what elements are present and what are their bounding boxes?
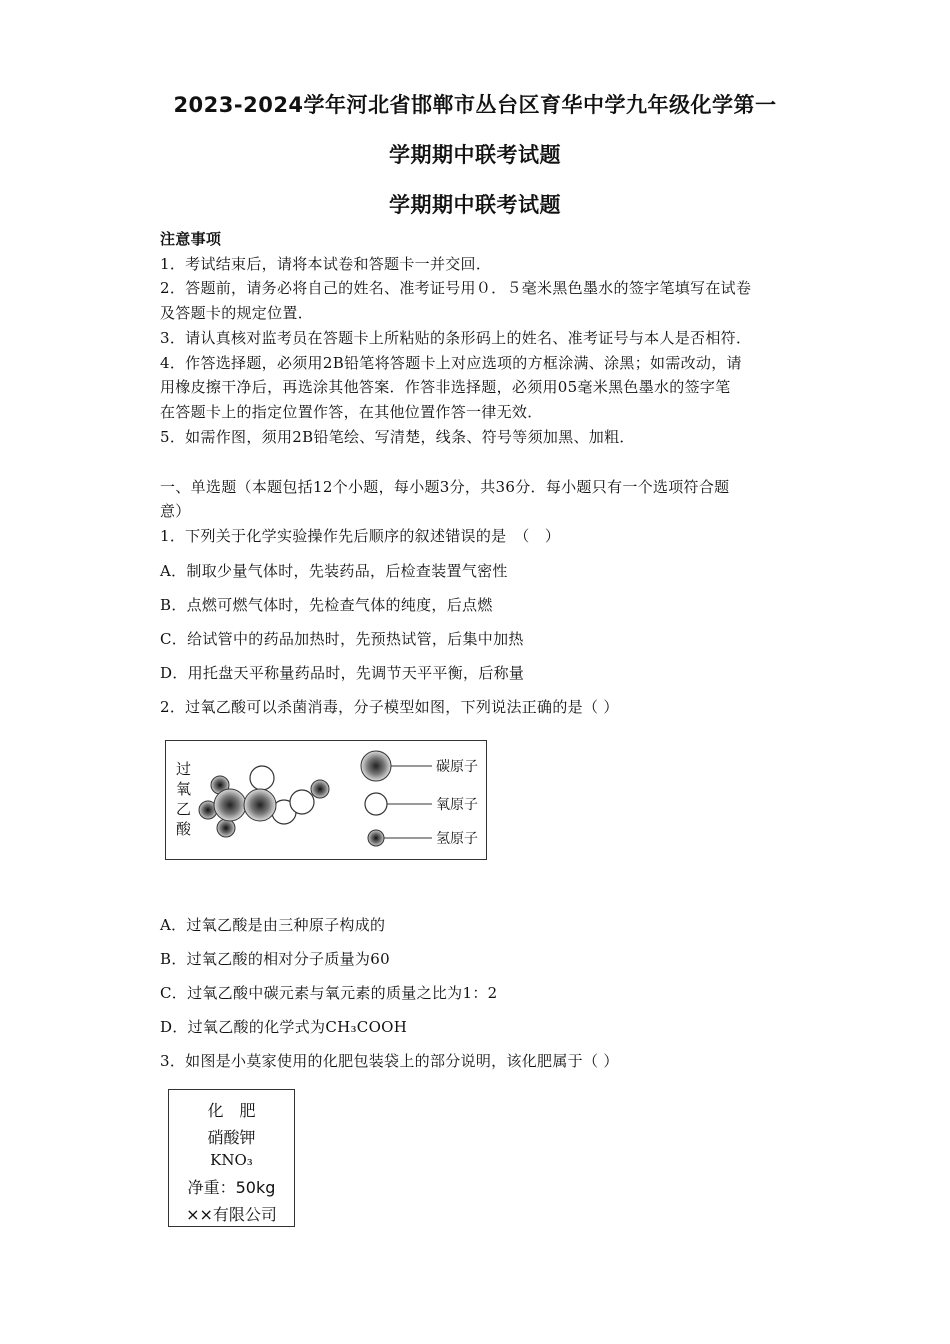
molecule-figure <box>165 740 487 860</box>
fertilizer-formula: KNO₃ <box>210 1151 253 1169</box>
section-heading-cont: 意） <box>160 502 191 520</box>
vlabel-char: 氧 <box>176 780 192 798</box>
oxygen-atom <box>250 766 274 790</box>
fertilizer-weight: 净重：50kg <box>187 1178 276 1197</box>
fertilizer-label <box>168 1089 295 1227</box>
carbon-atom <box>214 789 246 821</box>
q1-option-d: D．用托盘天平称量药品时，先调节天平平衡，后称量 <box>160 664 525 682</box>
fertilizer-name: 硝酸钾 <box>207 1128 256 1147</box>
q2-option-d: D．过氧乙酸的化学式为CH₃COOH <box>160 1018 408 1036</box>
legend-oxygen-icon <box>365 793 387 815</box>
page-title-line2: 学期期中联考试题 <box>389 143 561 167</box>
notice-heading: 注意事项 <box>160 230 222 248</box>
fertilizer-company: ××有限公司 <box>186 1205 277 1224</box>
vlabel-char: 乙 <box>176 800 192 818</box>
legend-hydrogen-label: 氢原子 <box>436 831 478 847</box>
q2-stem: 2．过氧乙酸可以杀菌消毒，分子模型如图，下列说法正确的是（ ） <box>160 698 619 716</box>
q1-option-b: B．点燃可燃气体时，先检查气体的纯度，后点燃 <box>160 596 493 614</box>
notice-line: 5．如需作图，须用2B铅笔绘、写清楚，线条、符号等须加黑、加粗． <box>160 428 635 446</box>
hydrogen-atom <box>311 780 329 798</box>
legend-carbon-label: 碳原子 <box>436 759 478 775</box>
notice-line: 用橡皮擦干净后，再选涂其他答案．作答非选择题，必须用05毫米黑色墨水的签字笔 <box>160 378 731 396</box>
notice-line: 3．请认真核对监考员在答题卡上所粘贴的条形码上的姓名、准考证号与本人是否相符． <box>160 329 752 347</box>
hydrogen-atom <box>217 819 235 837</box>
carbon-atom <box>244 789 276 821</box>
q1-option-c: C．给试管中的药品加热时，先预热试管，后集中加热 <box>160 630 524 648</box>
q3-stem: 3．如图是小莫家使用的化肥包装袋上的部分说明，该化肥属于（ ） <box>160 1052 619 1070</box>
q1-stem: 1．下列关于化学实验操作先后顺序的叙述错误的是 （ ） <box>160 527 561 545</box>
vlabel-char: 过 <box>176 760 192 778</box>
vlabel-char: 酸 <box>176 820 192 838</box>
legend-hydrogen-icon <box>368 830 384 846</box>
q1-option-a: A．制取少量气体时，先装药品，后检查装置气密性 <box>160 562 508 580</box>
section-heading: 一、单选题（本题包括12个小题，每小题3分，共36分．每小题只有一个选项符合题 <box>160 478 730 496</box>
q2-option-c: C．过氧乙酸中碳元素与氧元素的质量之比为1：2 <box>160 984 498 1002</box>
fertilizer-label-title: 化 肥 <box>207 1101 256 1120</box>
legend-oxygen-label: 氧原子 <box>436 797 478 813</box>
notice-line: 4．作答选择题，必须用2B铅笔将答题卡上对应选项的方框涂满、涂黑；如需改动，请 <box>160 354 742 372</box>
notice-line: 2．答题前，请务必将自己的姓名、准考证号用０．５毫米黑色墨水的签字笔填写在试卷 <box>160 279 752 297</box>
notice-line: 在答题卡上的指定位置作答，在其他位置作答一律无效． <box>160 403 543 421</box>
page-title-line3: 学期期中联考试题 <box>389 193 561 217</box>
legend-carbon-icon <box>361 751 391 781</box>
page-title-line1: 2023-2024学年河北省邯郸市丛台区育华中学九年级化学第一 <box>173 93 777 117</box>
oxygen-atom <box>290 790 314 814</box>
molecule-vertical-label <box>176 759 194 839</box>
notice-line: 1．考试结束后，请将本试卷和答题卡一并交回． <box>160 255 492 273</box>
q2-option-b: B．过氧乙酸的相对分子质量为60 <box>160 950 390 968</box>
notice-line: 及答题卡的规定位置． <box>160 304 314 322</box>
q2-option-a: A．过氧乙酸是由三种原子构成的 <box>160 916 386 934</box>
